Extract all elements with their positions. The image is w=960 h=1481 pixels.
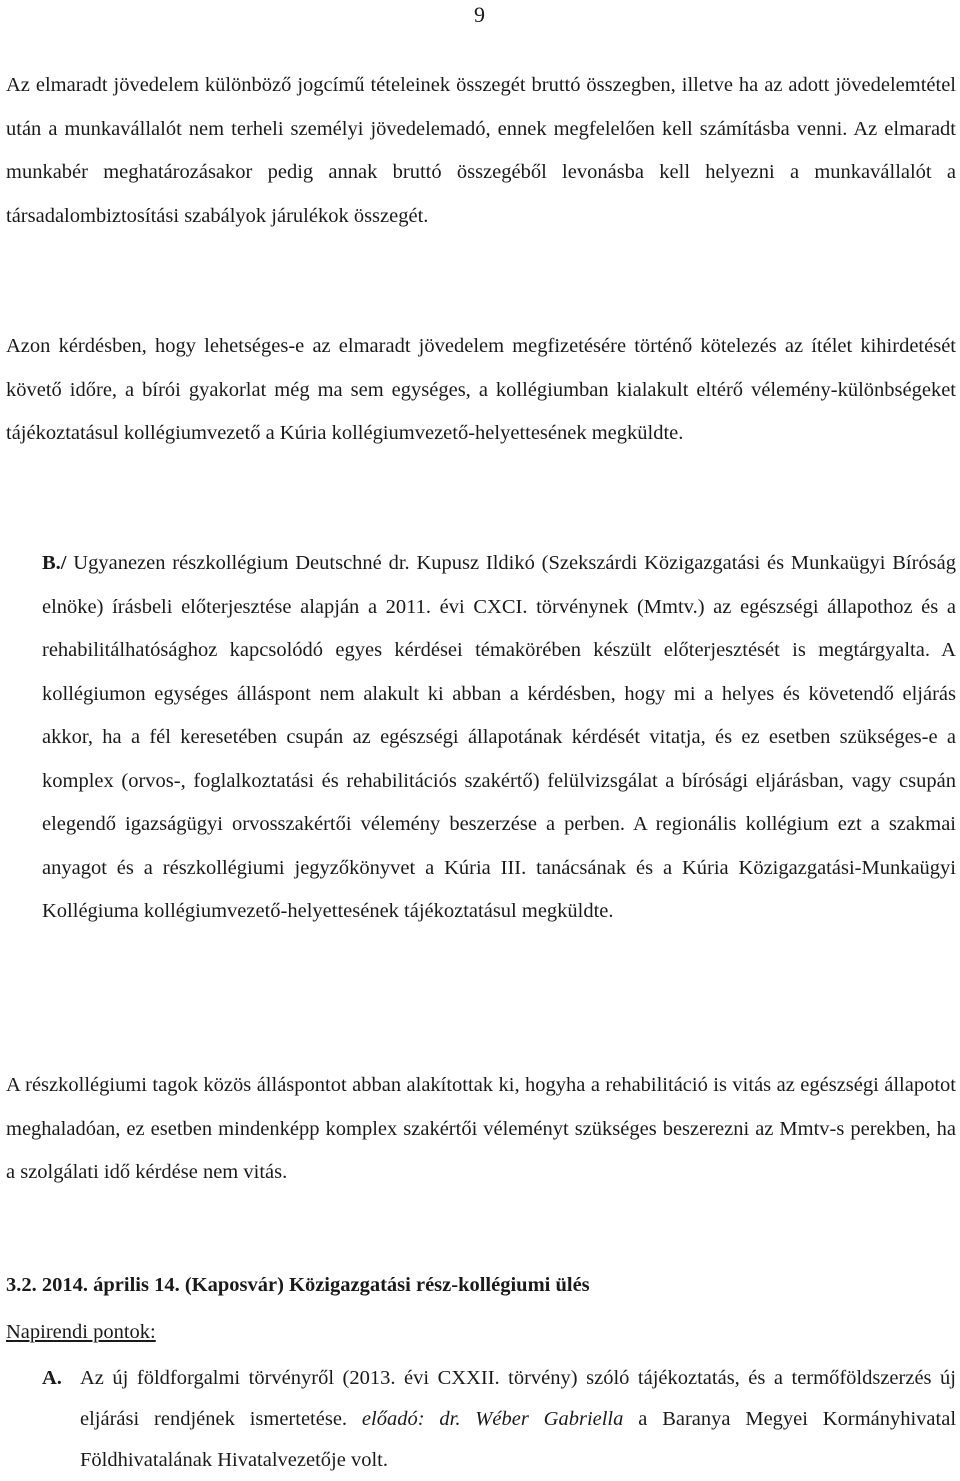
paragraph-lost-income: Az elmaradt jövedelem különböző jogcímű tételeinek összegét bruttó összegben, illetve ha az adott jövedelemtétel után a munkavállalót nem terheli személyi jövedelemadó, ennek megfelelően kell számításba venni. Az elmaradt munkabér meghatározásakor pedig annak bruttó összegéből levonásba kell helyezni a munkavállalót a társadalombiztosítási szabályok járulékok összegét.	[6, 74, 956, 227]
paragraph-court-practice: Azon kérdésben, hogy lehetséges-e az elmaradt jövedelem megfizetésére történő kötelezés az ítélet kihirdetését követő időre, a bírói gyakorlat még ma sem egységes, a kollégiumban kialakult eltérő vélemény-különbségeket tájékoztatásul kollégiumvezető a Kúria kollégiumvezető-helyettesének megküldte.	[6, 335, 956, 444]
paragraph-b-section	[42, 542, 956, 934]
paragraph-common-position: A részkollégiumi tagok közös álláspontot abban alakítottak ki, hogyha a rehabilitáció is vitás az egészségi állapotot meghaladóan, ez esetben mindenképp komplex szakértői véleményt szükséges beszerezni az Mmtv-s perekben, ha a szolgálati idő kérdése nem vitás.	[6, 1074, 956, 1183]
section-heading: 3.2. 2014. április 14. (Kaposvár) Közigazgatási rész-kollégiumi ülés	[6, 1274, 590, 1296]
agenda-label: Napirendi pontok:	[6, 1321, 156, 1343]
agenda-item-letter: A.	[42, 1367, 62, 1389]
page-number: 9	[474, 2, 485, 27]
agenda-item-a	[42, 1358, 956, 1481]
agenda-item-presenter-rest: a Baranya Megyei Kormányhivatal Földhivatalának Hivatalvezetője volt.	[80, 1408, 957, 1471]
section-b-label: B./	[42, 552, 67, 574]
agenda-item-body: Az új földforgalmi törvényről (2013. évi CXXII. törvény) szóló tájékoztatás, és a termőföldszerzés új eljárási rendjének ismertetése.	[80, 1367, 956, 1430]
agenda-item-text	[80, 1358, 956, 1481]
section-b-text: Ugyanezen részkollégium Deutschné dr. Kupusz Ildikó (Szekszárdi Közigazgatási és Munkaügyi Bíróság elnöke) írásbeli előterjesztése alapján a 2011. évi CXCI. törvénynek (Mmtv.) az egészségi állapothoz és a rehabilitálhatósághoz kapcsolódó egyes kérdései témakörében készült előterjesztését is megtárgyalta. A kollégiumon egységes álláspont nem alakult ki abban a kérdésben, hogy mi a helyes és követendő eljárás akkor, ha a fél keresetében csupán az egészségi állapotának kérdését vitatja, és ez esetben szükséges-e a komplex (orvos-, foglalkoztatási és rehabilitációs szakértő) felülvizsgálat a bírósági eljárásban, vagy csupán elegendő igazságügyi orvosszakértői vélemény beszerzése a perben. A regionális kollégium ezt a szakmai anyagot és a részkollégiumi jegyzőkönyvet a Kúria III. tanácsának és a Kúria Közigazgatási-Munkaügyi Kollégiuma kollégiumvezető-helyettesének tájékoztatásul megküldte.	[42, 552, 956, 922]
agenda-item-presenter: előadó: dr. Wéber Gabriella	[361, 1408, 624, 1430]
